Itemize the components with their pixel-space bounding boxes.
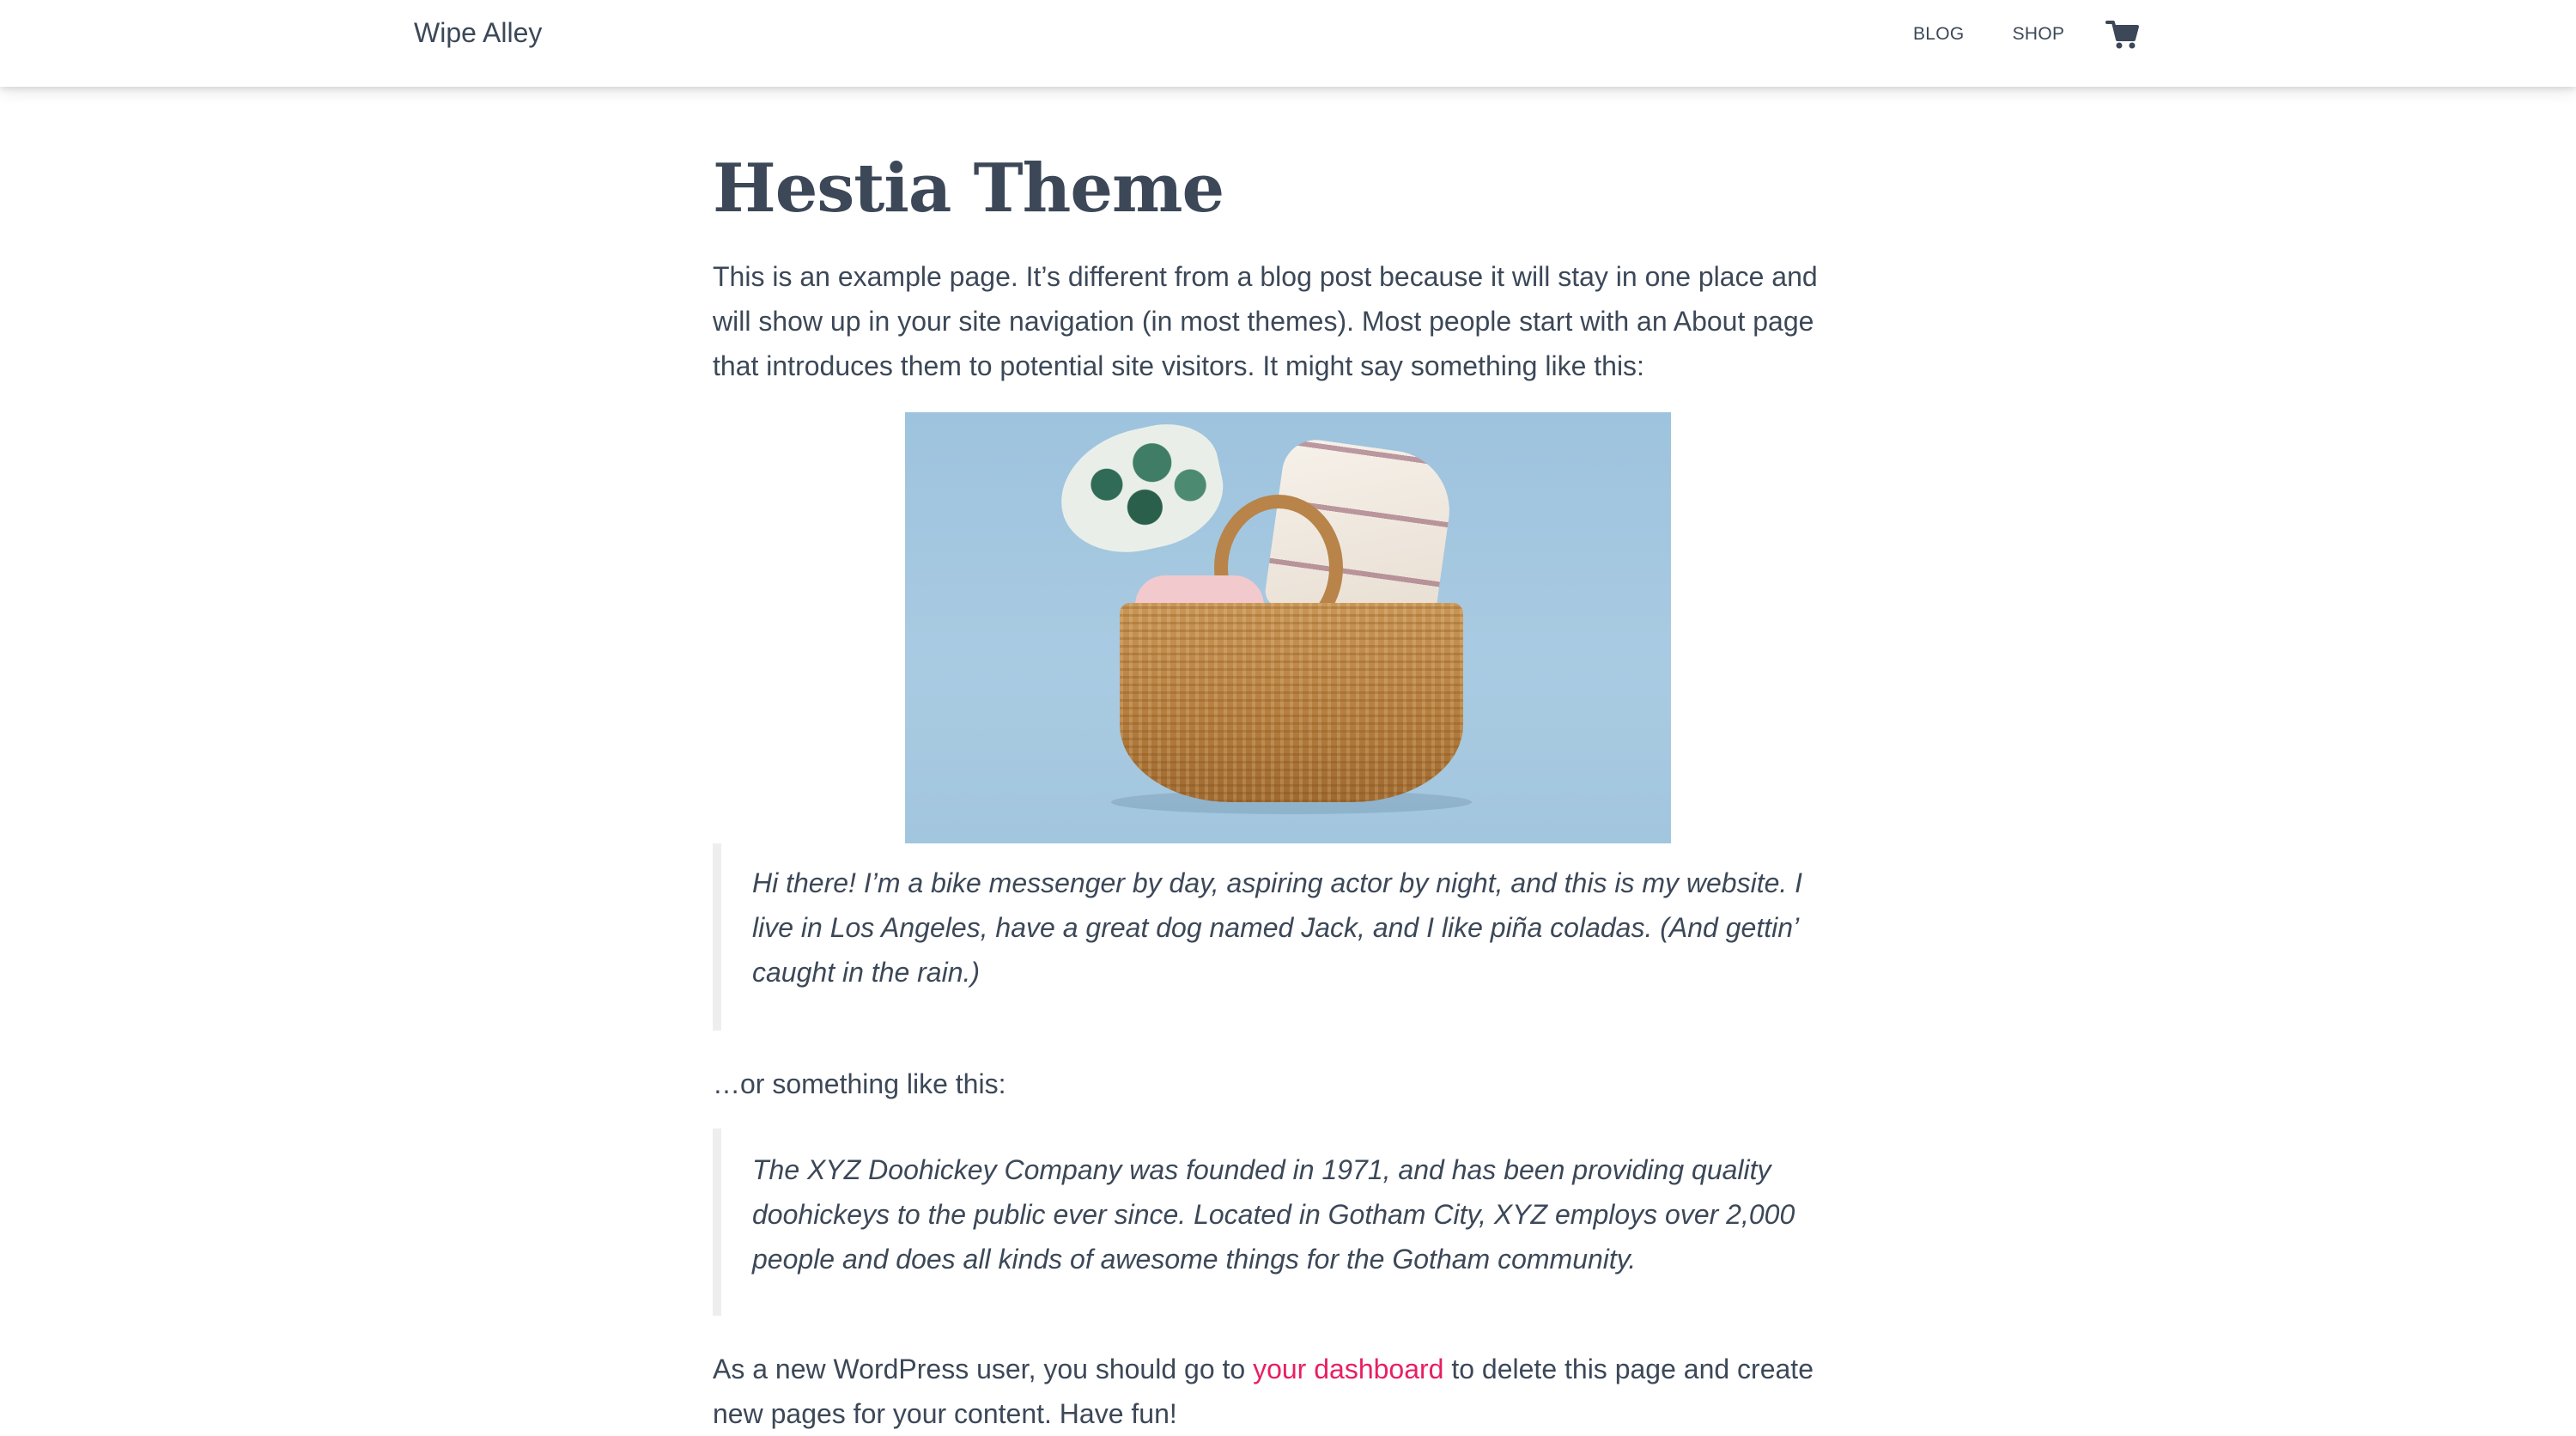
blockquote-text: The XYZ Doohickey Company was founded in 1971, and has been providing quality doohickeys to the public ever since. Located in Gotham City, XYZ employs over 2,000 people and does all kinds of awesome things for the Gotham community.: [752, 1154, 1795, 1275]
nav-link-shop[interactable]: SHOP: [2012, 24, 2065, 44]
site-title-link[interactable]: Wipe Alley: [414, 17, 543, 48]
page-title: Hestia Theme: [713, 149, 1224, 228]
primary-nav: [1889, 0, 2088, 69]
site-header: [0, 0, 2576, 87]
nav-link-blog[interactable]: BLOG: [1913, 24, 1965, 44]
closing-text-after: to delete this page and create new pages for your content. Have fun!: [713, 1354, 1814, 1429]
dashboard-link[interactable]: your dashboard: [1253, 1354, 1444, 1384]
intro-paragraph: This is an example page. It’s different from a blog post because it will stay in one place and will show up in your site navigation (in most themes). Most people start with an About page that introduces them to potential site visitors. It might say something like this:: [713, 261, 1818, 381]
shopping-cart-icon[interactable]: [2105, 19, 2140, 50]
featured-image-basket: [905, 412, 1671, 843]
closing-paragraph: [713, 1347, 1855, 1436]
blockquote-bike-messenger: [713, 843, 1855, 1031]
blockquote-doohickey-company: [713, 1129, 1855, 1316]
closing-text-before: As a new WordPress user, you should go to: [713, 1354, 1254, 1384]
blockquote-text: Hi there! I’m a bike messenger by day, aspiring actor by night, and this is my website. I live in Los Angeles, have a great dog named Jack, and I like piña coladas. (And gettin’ caught in the rain.): [752, 867, 1803, 988]
or-something-paragraph: …or something like this:: [713, 1068, 1006, 1099]
